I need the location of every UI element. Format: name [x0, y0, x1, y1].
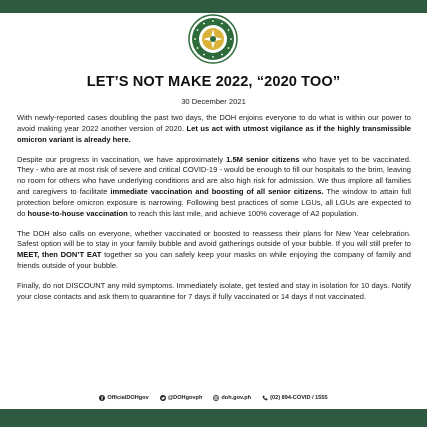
release-date: 30 December 2021	[181, 97, 246, 106]
website-link[interactable]	[213, 395, 251, 401]
contact-footer	[0, 395, 427, 401]
facebook-handle: OfficialDOHgov	[107, 395, 149, 401]
press-release-body	[17, 113, 411, 312]
paragraph-3-emphasis: MEET, then DON’T EAT	[17, 250, 102, 260]
globe-icon	[213, 395, 219, 401]
paragraph-4	[17, 281, 411, 303]
bottom-banner-bar	[0, 409, 427, 427]
paragraph-2-text-b: who have yet to be vaccinated. They - who are at most risk of severe and critical COVID-19 - would be enough to fill our hospitals to the brim, leaving no room for others who have underlying conditions and are also high risk for admission. We thus implore all families and caregivers to facilitate	[17, 154, 411, 196]
paragraph-1-emphasis: Let us act with utmost vigilance as if the highly transmissible omicron variant is already here.	[17, 123, 412, 144]
paragraph-2-emphasis-a: 1.5M senior citizens	[226, 154, 300, 164]
paragraph-2-emphasis-b: immediate vaccination and boosting of all senior citizens.	[110, 186, 324, 196]
paragraph-3	[17, 229, 411, 272]
hotline-number: (02) 894-COVID / 1555	[270, 395, 328, 401]
paragraph-4-text: Finally, do not DISCOUNT any mild symptoms. Immediately isolate, get tested and stay in isolation for 10 days. Notify your close contacts and ask them to quarantine for 7 days if fully vaccinated or 14 days if not vaccinated.	[17, 280, 411, 301]
doh-seal-logo	[188, 14, 238, 64]
twitter-link[interactable]	[160, 395, 203, 401]
phone-icon	[262, 395, 268, 401]
top-banner-bar	[0, 0, 427, 13]
page-title: LET’S NOT MAKE 2022, “2020 TOO”	[86, 74, 341, 90]
twitter-icon	[160, 395, 166, 401]
paragraph-1-text: With newly-reported cases doubling the past two days, the DOH enjoins everyone to do what is within our power to avoid making year 2022 another version of 2020.	[17, 113, 411, 133]
paragraph-3-text-b: together so you can safely keep your masks on while enjoying the company of family and friends outside of your bubble.	[17, 250, 411, 270]
facebook-icon	[99, 395, 105, 401]
paragraph-2-text-c: The window to attain full protection before omicron exposure is narrowing. Following best practices of some LGUs, all LGUs are expected to do	[17, 186, 411, 218]
paragraph-2-emphasis-c: house-to-house vaccination	[27, 208, 128, 218]
paragraph-2-text-a: Despite our progress in vaccination, we have approximately	[17, 154, 227, 164]
website-url: doh.gov.ph	[221, 395, 252, 401]
paragraph-3-text-a: The DOH also calls on everyone, whether vaccinated or boosted to reassess their plans for New Year celebration. Safest option will be to stay in your family bubble and avoid gatherings outside of your bubble. If you will still prefer to	[17, 228, 411, 249]
twitter-handle: @DOHgovph	[167, 395, 203, 401]
paragraph-2	[17, 155, 411, 220]
paragraph-1	[17, 113, 411, 145]
facebook-link[interactable]	[99, 395, 148, 401]
hotline-link[interactable]	[262, 395, 328, 401]
paragraph-2-text-d: to reach this last mile, and achieve 100% coverage of A2 population.	[127, 208, 359, 218]
